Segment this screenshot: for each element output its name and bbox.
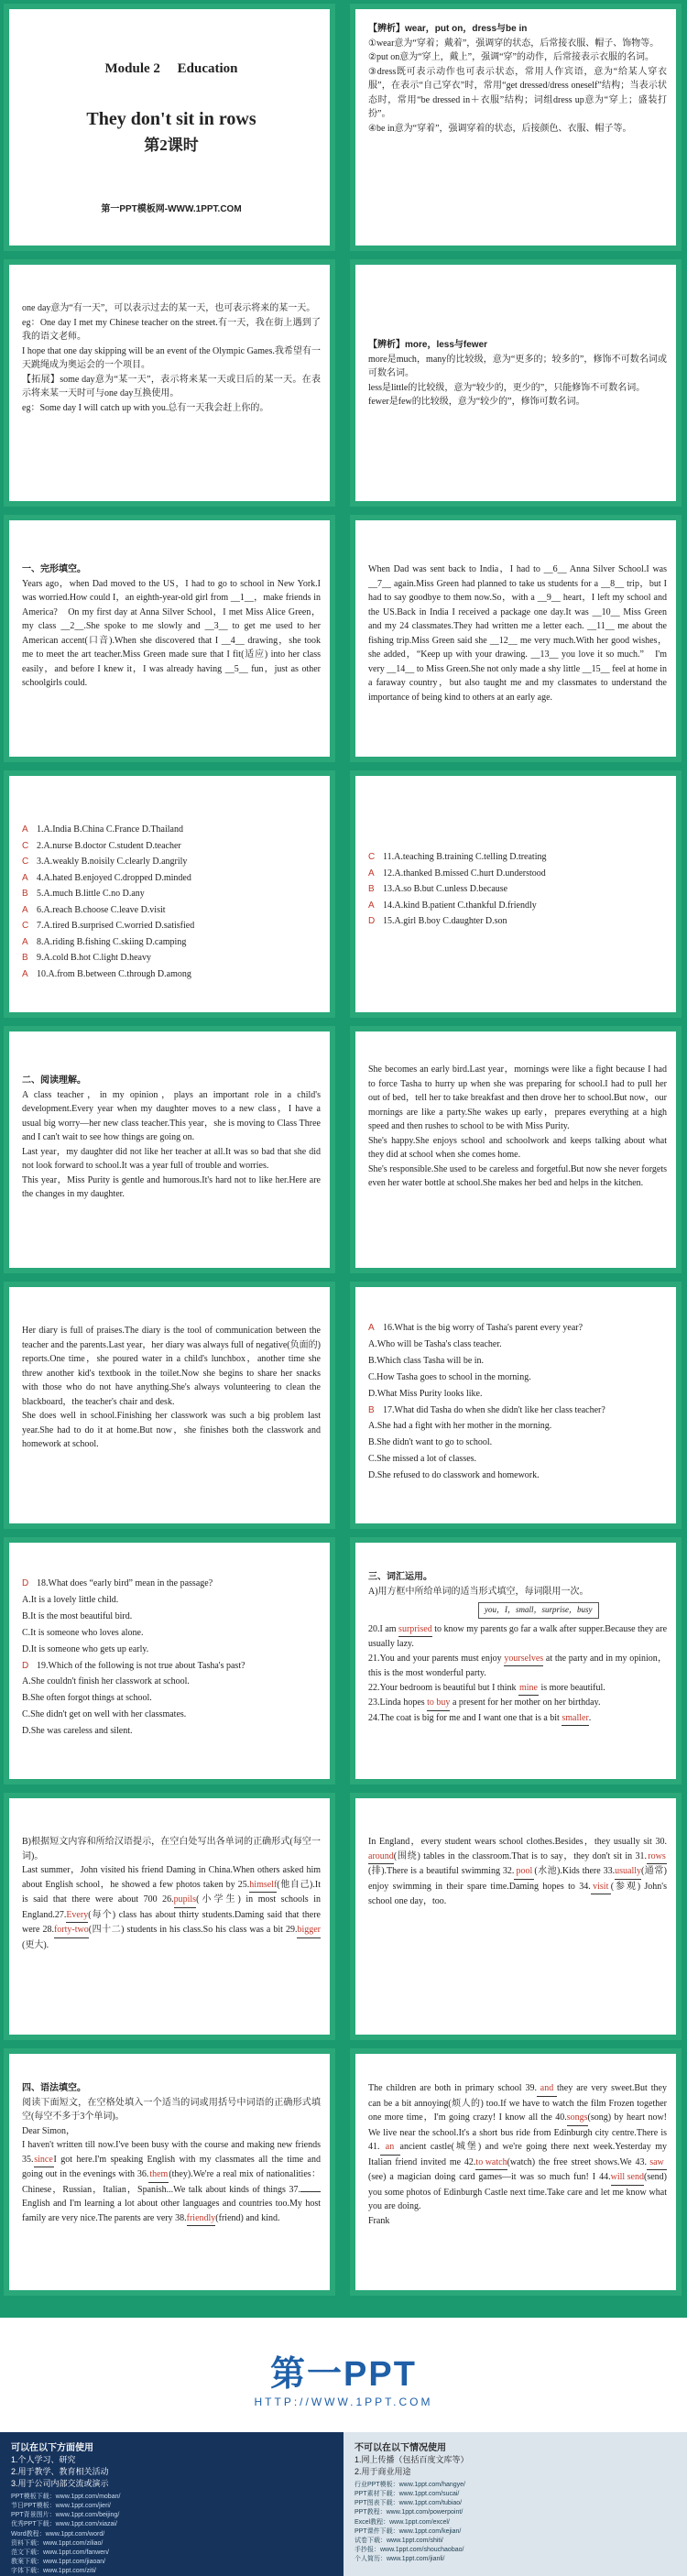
forbidden-uses [344, 2432, 687, 2576]
cloze-passage: Years ago，when Dad moved to the US，I had to go to school in New York.I was worried.How could I，an eighth-year-old girl from __1__，make friends in America? On my first day at Anna Silver School，I met Miss Alice Green，my class __2__.She spoke to me slowly and __3__ to get me used to her American accent(口音).When she discovered that I __4__ drawing，she took me to meet the art teacher.Miss Green made sure that I fit(适应) into her class easily，and before I knew it，I was already having __5__ fun，just as other schoolgirls could. [22, 578, 321, 688]
option: D.She was careless and silent. [22, 1726, 133, 1736]
answer-24: smaller [562, 1711, 588, 1727]
forbidden-title: 不可以在以下情况使用 [354, 2443, 446, 2453]
option-text: 5.A.much B.little C.no D.any [37, 889, 145, 899]
forbidden-item: 1.网上传播（包括百度文库等） [354, 2455, 469, 2464]
option-text: 13.A.so B.but C.unless D.because [383, 884, 508, 894]
answer-25: himself [249, 1878, 277, 1894]
resource-link[interactable]: 行业PPT模板：www.1ppt.com/hangye/ [354, 2482, 465, 2488]
example-2: I hope that one day skipping will be an event of the Olympic Games.我希望有一天跳绳成为奥运会的一个项目。 [22, 345, 321, 370]
option-text: 9.A.cold B.hot C.light D.heavy [37, 953, 151, 963]
answer-29: bigger [297, 1923, 321, 1938]
option-row [22, 934, 321, 951]
question: 18.What does “early bird” mean in the passage? [37, 1578, 213, 1588]
answer-44: will send [611, 2170, 644, 2186]
slide-title [4, 4, 335, 251]
allowed-title: 可以在以下方面使用 [11, 2443, 93, 2453]
resource-link[interactable]: PPT模板下载：www.1ppt.com/moban/ [11, 2494, 121, 2500]
resource-link[interactable]: PPT背景图片：www.1ppt.com/beijing/ [11, 2512, 120, 2519]
resource-link[interactable]: 字体下载：www.1ppt.com/ziti/ [11, 2568, 96, 2575]
answer-mark: D [22, 1578, 29, 1588]
option: A.She had a fight with her mother in the morning. [368, 1421, 552, 1431]
reading-para: A class teacher，in my opinion，plays an important role in a child's development.Every year when my daughter moves to a new class，I have a usual big worry—her new class teacher.This year，she is moving to Class Three and I can't wait to see how things are going on. [22, 1089, 321, 1142]
option-row [368, 849, 667, 866]
module-heading: Module 2 Education [104, 61, 238, 76]
option-text: 4.A.hated B.enjoyed C.dropped D.minded [37, 872, 191, 883]
option-text: 7.A.tired B.surprised C.worried D.satisfied [37, 921, 195, 931]
resource-link[interactable]: PPT图表下载：www.1ppt.com/tubiao/ [354, 2500, 463, 2507]
note-less: less是little的比较级，意为“较少的，更少的”，只能修饰不可数名词。 [368, 382, 646, 393]
allowed-uses [0, 2432, 344, 2576]
item-21: 21.You and your parents must enjoy yourselves at the party and in my opinion，this is the most wonderful party. [368, 1653, 668, 1679]
answer-27: Every [66, 1908, 88, 1924]
option-text: 11.A.teaching B.training C.telling D.treating [383, 852, 547, 862]
resource-link[interactable]: PPT教程：www.1ppt.com/powerpoint/ [354, 2509, 463, 2516]
item-23: 23.Linda hopes to buy a present for her mother on her birthday. [368, 1696, 667, 1711]
forbidden-item: 2.用于商业用途 [354, 2467, 411, 2476]
reading-para: Her diary is full of praises.The diary is the tool of communication between the teacher and the parents.Last year，her diary was always full of negative(负面的) reports.One time，she poured water in a child's lunchbox，another time she threw another kid's textbook in the toilet.Now she begins to share her snacks with those who do not have anything.She's always volunteering to clean the blackboard，the teacher's chair and desk. [22, 1326, 321, 1407]
slide-options-1 [4, 770, 335, 1018]
option-row [22, 966, 321, 983]
vocab-passage: In England，every student wears school clothes.Besides，they usually sit 30.around(围绕) tables in the classroom.That is to say，they don't sit in 31.rows(排).There is a beautiful swimming 32. pool (水池).Kids there 33.usually(通常) enjoy swimming in their spare time.Daming hopes to 34. visit (参观) John's school one day，too. [368, 1837, 667, 1906]
answer-mark: B [368, 884, 375, 894]
allowed-item: 1.个人学习、研究 [11, 2455, 76, 2464]
answer-35: since [34, 2153, 54, 2168]
answer-mark: A [368, 1323, 375, 1333]
resource-link[interactable]: 试卷下载：www.1ppt.com/shiti/ [354, 2537, 443, 2544]
option-row [368, 913, 667, 930]
option-row [22, 854, 321, 870]
option-text: 3.A.weakly B.noisily C.clearly D.angrily [37, 857, 188, 867]
option-text: 2.A.nurse B.doctor C.student D.teacher [37, 840, 181, 851]
resource-link[interactable]: 个人简历：www.1ppt.com/jianli/ [354, 2556, 445, 2563]
answer-41: an [380, 2140, 400, 2156]
reading-para: She does well in school.Finishing her classwork was such a big problem last year.She had to do it at home.But now，she finishes both the classwork and homework at school. [22, 1411, 321, 1449]
item-22: 22.Your bedroom is beautiful but I think mine is more beautiful. [368, 1681, 667, 1697]
answer-39: and [537, 2081, 557, 2097]
answer-37 [300, 2191, 321, 2192]
letter-body: The children are both in primary school 39. and they are very sweet.But they can be a bit annoying(烦人的) too.If we have to watch the film Frozen together one more time，I'm going crazy! I know all the 40.songs(song) by heart now! We live near the school.It's a short bus ride from Edinburgh city centre.There is 41. an ancient castle(城堡) and we're going there next week.Yesterday my Italian friend invited me 42.to watch(watch) the free street shows.We 43. saw(see) a magician doing card games—it was so much fun! I 44.will send(send) you some photos of Edinburgh Castle next time.Take care and let me know what you are doing. [368, 2083, 667, 2211]
option-row [22, 918, 321, 934]
answer-mark: A [22, 904, 28, 915]
cloze-passage: When Dad was sent back to India，I had to __6__ Anna Silver School.I was __7__ again.Miss Green had planned to take us students for a __8__ trip，but I had to say goodbye to them now.So，with a __9__ heart，I left my school and the US.Back in India I received a package one day.It was __10__ Miss Green and my 24 classmates.They had written me a letter each. __11__ me about the fishing trip.Miss Green said she __12__ me very much.With her good wishes，she added，“Keep up with your drawing. __13__ you love it so much.” I'm very __14__ to Miss Green.She not only made a shy little __15__ feel at home in a faraway country，but also taught me and my classmates to understand the importance of being kind to others at an early age. [368, 564, 667, 703]
slide-grammar-2 [350, 2048, 682, 2296]
note-some-day: 【拓展】some day意为“某一天”，表示将来某一天或日后的某一天。在表示将来某一天时可与one day互换使用。 [22, 374, 321, 398]
note-wear: ①wear意为“穿着；戴着”，强调穿的状态，后常接衣服、帽子、饰物等。 [368, 38, 660, 49]
slide-vocab-a [350, 1537, 682, 1785]
letter-body: I haven't written till now.I've been busy with the course and making new friends 35.sinceI got here.I'm speaking English with my classmates all the time and going out in the evenings with 36.them(they).We're a real mix of nationalities：Chinese，Russian，Italian，Spanish...We talk about kinds of things 37.English and I'm learning a lot about other languages and countries too.My host family are very nice.The parents are very 38.friendly(friend) and kind. [22, 2138, 321, 2226]
note-one-day: one day意为“有一天”，可以表示过去的某一天，也可表示将来的某一天。 [22, 303, 316, 313]
option: D.She refused to do classwork and homework. [368, 1470, 540, 1480]
option: A.She couldn't finish her classwork at school. [22, 1676, 190, 1686]
slide-questions-1 [350, 1282, 682, 1529]
resource-link[interactable]: 节日PPT模板：www.1ppt.com/jieri/ [11, 2503, 111, 2510]
slide-cloze-1 [4, 515, 335, 762]
resource-link[interactable]: Word教程：www.1ppt.com/word/ [11, 2530, 105, 2538]
option-text: 8.A.riding B.fishing C.skiing D.camping [37, 936, 187, 947]
answer-mark: B [22, 889, 28, 899]
slide-reading-2 [350, 1026, 682, 1273]
question: 16.What is the big worry of Tasha's parent every year? [383, 1323, 583, 1333]
answer-28: forty-two [54, 1923, 89, 1938]
lesson-subtitle: 第2课时 [144, 136, 199, 155]
answer-23: to buy [427, 1696, 450, 1711]
note-more: more是much，many的比较级，意为“更多的；较多的”，修饰不可数名词或可数名词。 [368, 354, 667, 378]
answer-mark: C [22, 857, 29, 867]
lesson-title: They don't sit in rows [86, 109, 256, 130]
instruction: 阅读下面短文，在空格处填入一个适当的词或用括号中词语的正确形式填空(每空不多于3个单词)。 [22, 2097, 321, 2122]
question: 17.What did Tasha do when she didn't like her class teacher? [383, 1404, 605, 1415]
brand-logo: 第一PPT [270, 2355, 417, 2394]
section-heading: 一、完形填空。 [22, 564, 86, 574]
slide-questions-2 [4, 1537, 335, 1785]
resource-link[interactable]: 手抄报：www.1ppt.com/shouchaobao/ [354, 2546, 464, 2553]
reading-para: She becomes an early bird.Last year，mornings were like a fight because I had to force Tasha to hurry up when she was preparing for school.I had to pull her out of bed，tell her to take breakfast and then drove her to school.But now，our mornings are like a party.She wakes up early，prepares everything at a high speed and then rushes to school to be with Miss Purity. [368, 1064, 667, 1131]
resource-link[interactable]: 资料下载：www.1ppt.com/ziliao/ [11, 2539, 104, 2547]
answer-mark: D [22, 1660, 29, 1671]
slide-vocab-b-2 [350, 1793, 682, 2040]
option: B.She often forgot things at school. [22, 1693, 152, 1703]
reading-para: This year，Miss Purity is gentle and humorous.It's hard not to like her.Here are the changes in my daughter. [22, 1174, 321, 1199]
answer-mark: D [368, 916, 376, 926]
answer-36: them [148, 2167, 169, 2183]
letter-signature: Frank [368, 2215, 390, 2226]
option: A.It is a lovely little child. [22, 1594, 119, 1605]
answer-mark: A [22, 968, 28, 979]
site-credit: 第一PPT模板网-WWW.1PPT.COM [101, 203, 242, 214]
option-text: 10.A.from B.between C.through D.among [37, 968, 191, 979]
option-row [368, 866, 667, 882]
footer-promo [0, 2318, 687, 2576]
answer-mark: B [368, 1404, 375, 1415]
option-row [22, 950, 321, 966]
option: A.Who will be Tasha's class teacher. [368, 1338, 502, 1349]
slide-one-day [4, 259, 335, 507]
example-3: eg：Some day I will catch up with you.总有一天我会赶上你的。 [22, 402, 269, 413]
option: C.It is someone who loves alone. [22, 1627, 144, 1638]
option-text: 6.A.reach B.choose C.leave D.visit [37, 904, 166, 915]
option-text: 1.A.India B.China C.France D.Thailand [37, 824, 183, 835]
answer-33: usually [615, 1864, 641, 1880]
answer-mark: C [368, 852, 376, 862]
answer-mark: C [22, 921, 29, 931]
resource-link[interactable]: Excel教程：www.1ppt.com/excel/ [354, 2518, 450, 2526]
answer-43: saw [647, 2156, 667, 2171]
option-row [22, 886, 321, 902]
note-dress: ③dress既可表示动作也可表示状态，常用人作宾语，意为“给某人穿衣服”，在表示“自己穿衣”时，常用“get dressed/dress oneself”结构；当表示状态时，常用“be dressed in＋衣服”结构；词组dress up意为“穿上；盛装打扮”。 [368, 66, 667, 119]
answer-mark: A [22, 872, 28, 883]
answer-mark: B [22, 953, 28, 963]
slide-wear-puton [350, 4, 682, 251]
option: D.It is someone who gets up early. [22, 1643, 149, 1654]
question: 19.Which of the following is not true about Tasha's past? [37, 1660, 245, 1671]
resource-link[interactable]: 教案下载：www.1ppt.com/jiaoan/ [11, 2558, 106, 2565]
reading-para: Last year，my daughter did not like her teacher at all.It was so bad that she did not look forward to school.It was a year full of trouble and worries. [22, 1146, 321, 1171]
option: B.Which class Tasha will be in. [368, 1355, 485, 1366]
brand-block [0, 2318, 687, 2423]
answer-31: rows [647, 1850, 667, 1865]
option-row [22, 822, 321, 838]
answer-38: friendly [187, 2211, 216, 2227]
brand-url[interactable]: HTTP://WWW.1PPT.COM [254, 2396, 433, 2408]
answer-mark: A [22, 936, 28, 947]
resource-link[interactable]: PPT课件下载：www.1ppt.com/kejian/ [354, 2527, 462, 2535]
resource-link[interactable]: PPT素材下载：www.1ppt.com/sucai/ [354, 2491, 460, 2498]
option: C.She didn't get on well with her classmates. [22, 1709, 187, 1719]
option-row [368, 881, 667, 898]
option-text: 12.A.thanked B.missed C.hurt D.understood [383, 868, 546, 879]
option-row [368, 898, 667, 914]
answer-34: visit [591, 1880, 611, 1895]
answer-21: yourselves [504, 1652, 543, 1667]
answer-mark: A [368, 900, 375, 911]
resource-link[interactable]: 范文下载：www.1ppt.com/fanwen/ [11, 2549, 109, 2556]
option: C.She missed a lot of classes. [368, 1454, 477, 1464]
note-bein: ④be in意为“穿着”，强调穿着的状态，后接颜色、衣服、帽子等。 [368, 123, 632, 134]
answer-mark: A [22, 824, 28, 835]
note-puton: ②put on意为“穿上，戴上”，强调“穿”的动作，后常接表示衣服的名词。 [368, 52, 654, 62]
reading-para: She's happy.She enjoys school and schoolwork and keeps talking about what they did at school when she comes home. [368, 1135, 667, 1160]
answer-40: songs [567, 2111, 588, 2126]
answer-mark: C [22, 840, 29, 851]
answer-26: pupils [174, 1893, 196, 1908]
option-text: 14.A.kind B.patient C.thankful D.friendly [383, 900, 537, 911]
option-row [22, 902, 321, 919]
resource-link[interactable]: 优秀PPT下载：www.1ppt.com/xiazai/ [11, 2521, 117, 2528]
slide-cloze-2 [350, 515, 682, 762]
slide-heading: 【辨析】more，less与fewer [368, 340, 488, 350]
slide-grammar-1 [4, 2048, 335, 2296]
slide-reading-1 [4, 1026, 335, 1273]
note-fewer: fewer是few的比较级，意为“较少的”，修饰可数名词。 [368, 397, 585, 407]
section-heading: 四、语法填空。 [22, 2083, 86, 2093]
answer-42: to watch [475, 2156, 507, 2171]
section-heading: 二、阅读理解。 [22, 1075, 86, 1086]
option-row [22, 838, 321, 855]
vocab-passage: Last summer，John visited his friend Daming in China.When others asked him about English school，he showed a few photos taken by 25.himself(他自己).It is said that there were about 700 26.pupils(小学生) in most schools in England.27.Every(每个) class has about thirty students.Daming said that there were 28.forty-two(四十二) students in his class.So his class was a bit 29.bigger(更大). [22, 1865, 321, 1950]
option-text: 15.A.girl B.boy C.daughter D.son [383, 916, 507, 926]
item-20: 20.I am surprised to know my parents go far a walk after supper.Because they are usually lazy. [368, 1623, 668, 1650]
reading-para: She's responsible.She used to be careless and forgetful.But now she never forgets even her water bottle at school.She makes her bed and helps in the kitchen. [368, 1163, 667, 1188]
slide-heading: 【辨析】wear，put on，dress与be in [368, 24, 528, 34]
item-24: 24.The coat is big for me and I want one that is a bit smaller. [368, 1711, 667, 1727]
answer-22: mine [518, 1681, 539, 1697]
answer-32: pool [514, 1864, 534, 1880]
letter-greeting: Dear Simon， [22, 2125, 76, 2136]
answer-30: around [368, 1850, 394, 1865]
instruction: A)用方框中所给单词的适当形式填空，每词限用一次。 [368, 1586, 589, 1597]
option: D.What Miss Purity looks like. [368, 1388, 483, 1399]
allowed-item: 3.用于公司内部交流或演示 [11, 2479, 109, 2488]
option: B.It is the most beautiful bird. [22, 1610, 133, 1621]
instruction: B)根据短文内容和所给汉语提示，在空白处写出各单词的正确形式(每空一词)。 [22, 1837, 321, 1861]
allowed-item: 2.用于教学、教育相关活动 [11, 2467, 109, 2476]
slide-more-less [350, 259, 682, 507]
section-heading: 三、词汇运用。 [368, 1572, 432, 1582]
slide-reading-3 [4, 1282, 335, 1529]
option: B.She didn't want to go to school. [368, 1437, 493, 1447]
option: C.How Tasha goes to school in the morning. [368, 1371, 531, 1382]
answer-mark: A [368, 868, 375, 879]
example-1: eg：One day I met my Chinese teacher on the street.有一天，我在街上遇到了我的语文老师。 [22, 317, 321, 342]
word-box: you，I，small，surprise，busy [478, 1602, 599, 1619]
answer-20: surprised [398, 1622, 432, 1638]
option-row [22, 870, 321, 887]
slide-vocab-b-1 [4, 1793, 335, 2040]
slide-options-2 [350, 770, 682, 1018]
